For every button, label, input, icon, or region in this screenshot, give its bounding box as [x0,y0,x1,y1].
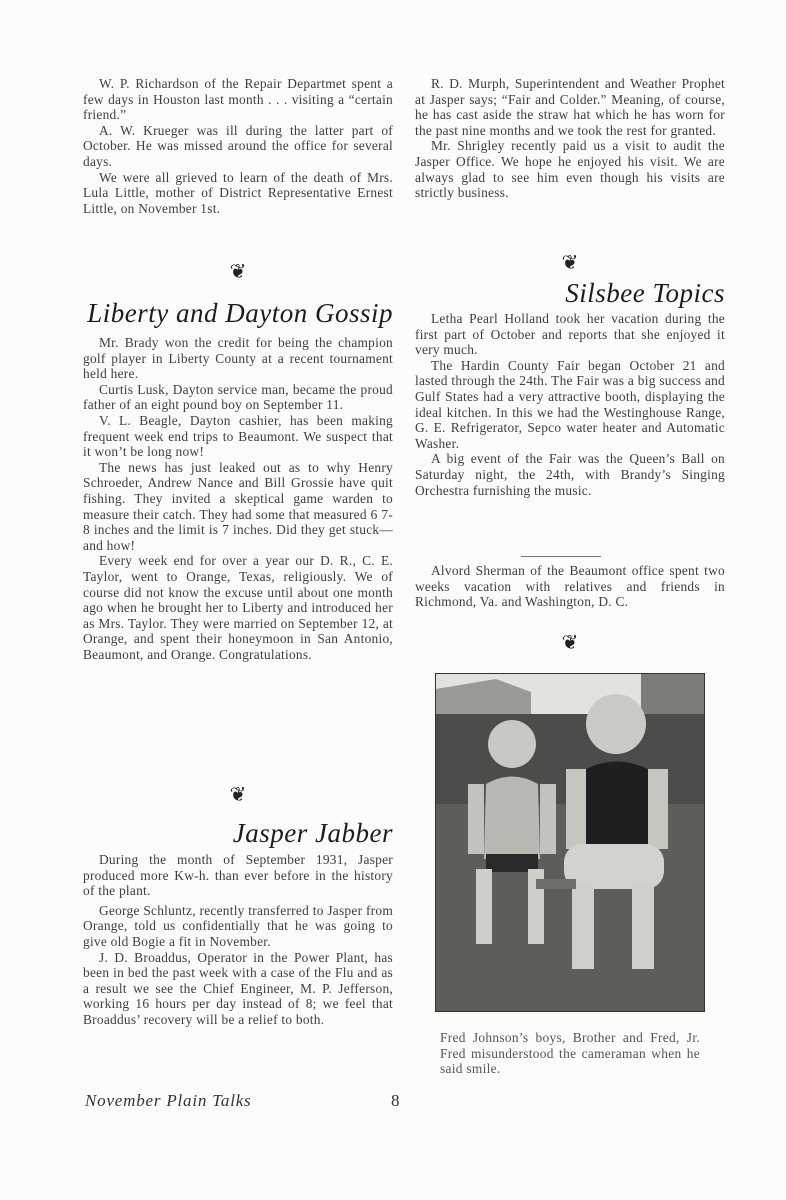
paragraph: We were all grieved to learn of the death of Mrs. Lula Little, mother of District Representative Ernest Little, on November 1st. [83,169,393,216]
paragraph: Letha Pearl Holland took her vacation during the first part of October and reports that she enjoyed it very much. [415,311,725,358]
caption-text: Fred Johnson’s boys, Brother and Fred, Jr. Fred misunderstood the cameraman when he said smile. [440,1030,700,1077]
paragraph: The news has just leaked out as to why Henry Schroeder, Andrew Nance and Bill Grossie have quit fishing. They invited a skeptical game warden to measure their catch. They had some that measured 6 7-8 inches and the limit is 7 inches. Did they get stuck—and how! [83,459,393,553]
paragraph: Alvord Sherman of the Beaumont office spent two weeks vacation with relatives and friends in Richmond, Va. and Washington, D. C. [415,563,725,610]
section-title-liberty-dayton: Liberty and Dayton Gossip [87,298,393,328]
paragraph: Mr. Brady won the credit for being the champion golf player in Liberty County at a recent tournament held here. [83,335,393,382]
paragraph: The Hardin County Fair began October 21 and lasted through the 24th. The Fair was a big success and Gulf States had a very attractive booth, displaying the ideal kitchen. In this we had the Westinghouse Range, G. E. Refrigerator, Sepco water heater and Automatic Washer. [415,357,725,451]
floral-ornament-icon: ❦ [229,784,247,806]
paragraph: A big event of the Fair was the Queen’s Ball on Saturday night, the 24th, with Brandy’s Singing Orchestra furnishing the music. [415,451,725,498]
jasper-jabber-section [83,852,393,1028]
paragraph: J. D. Broaddus, Operator in the Power Plant, has been in bed the past week with a case of the Flu and as a result we see the Chief Engineer, M. P. Jefferson, working 16 hours per day instead of 8; we feel that Broaddus’ recovery will be a relief to both. [83,949,393,1027]
paragraph: Mr. Shrigley recently paid us a visit to audit the Jasper Office. We hope he enjoyed his visit. We are always glad to see him even though his visits are strictly business. [415,138,725,201]
page-number: 8 [391,1091,400,1110]
divider [521,556,601,557]
floral-ornament-icon: ❦ [561,632,579,654]
right-intro-notes [415,76,725,201]
photo-caption [440,1030,700,1077]
left-intro-notes [83,76,393,216]
paragraph: Curtis Lusk, Dayton service man, became the proud father of an eight pound boy on September 11. [83,381,393,413]
photo-illustration [436,674,704,1011]
paragraph: Every week end for over a year our D. R., C. E. Taylor, went to Orange, Texas, religiously. We of course did not know the excuse until about one month ago when he brought her to Liberty and introduced her as Mrs. Taylor. They were married on September 12, at Orange, and spent their honeymoon in San Antonio, Beaumont, and Orange. Congratulations. [83,553,393,662]
floral-ornament-icon: ❦ [561,252,579,274]
paragraph: V. L. Beagle, Dayton cashier, has been making frequent week end trips to Beaumont. We suspect that it won’t be long now! [83,412,393,460]
section-title-silsbee-topics: Silsbee Topics [565,278,725,308]
paragraph: A. W. Krueger was ill during the latter part of October. He was missed around the office for several days. [83,122,393,169]
publication-name: November Plain Talks [85,1091,252,1110]
section-title-jasper-jabber: Jasper Jabber [232,818,393,848]
sherman-note [415,563,725,610]
liberty-dayton-section [83,335,393,662]
paragraph: R. D. Murph, Superintendent and Weather Prophet at Jasper says; “Fair and Colder.” Meaning, of course, he has cast aside the straw hat which he has worn for the past nine months and we took the rest for granted. [415,76,725,138]
paragraph: W. P. Richardson of the Repair Departmet spent a few days in Houston last month . . . visiting a “certain friend.” [83,76,393,123]
silsbee-topics-section [415,311,725,498]
floral-ornament-icon: ❦ [229,261,247,283]
photo-johnson-boys [435,673,705,1012]
paragraph: During the month of September 1931, Jasper produced more Kw-h. than ever before in the history of the plant. [83,852,393,899]
paragraph: George Schluntz, recently transferred to Jasper from Orange, told us confidentially that he was going to give old Bogie a fit in November. [83,902,393,949]
